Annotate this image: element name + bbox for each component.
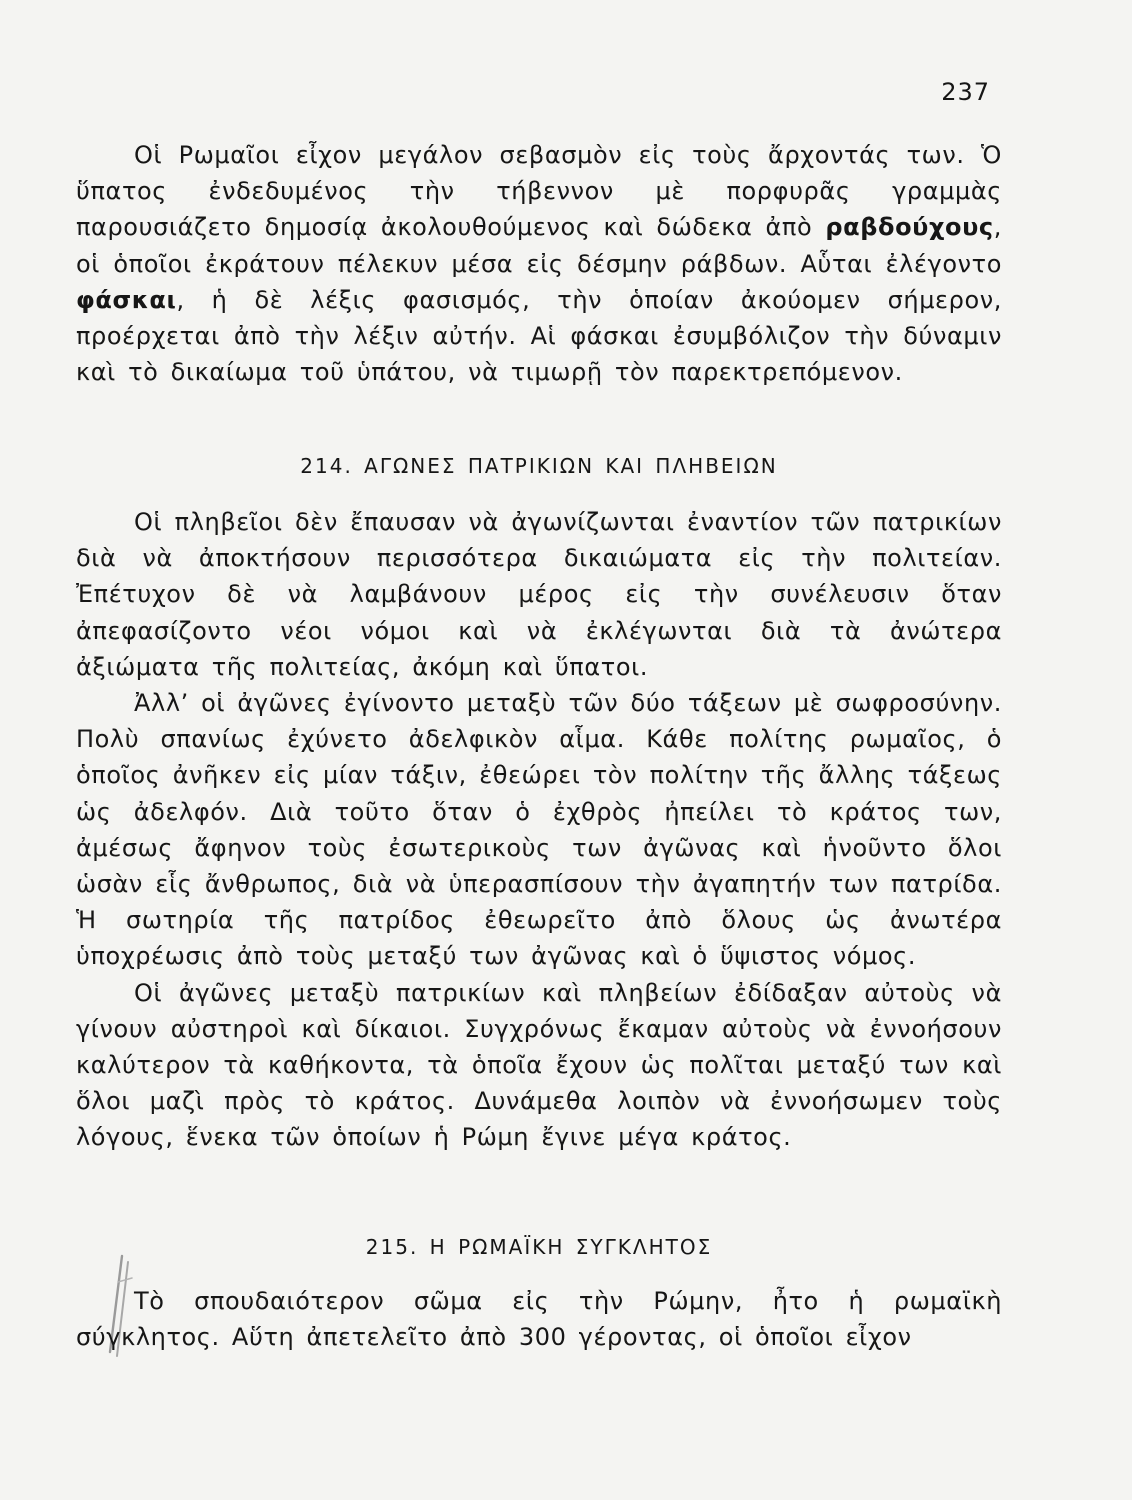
intro-text-block <box>76 137 1002 390</box>
paragraph <box>76 685 1002 975</box>
paragraph <box>76 504 1002 685</box>
page-number: 237 <box>941 78 990 106</box>
section-215-text-block <box>76 1283 1002 1355</box>
text-run: Οἱ πληβεῖοι δὲν ἔπαυσαν νὰ ἀγωνίζωνται ἐναντίον τῶν πατρικίων διὰ νὰ ἀποκτήσουν περισσότερα δικαιώματα εἰς τὴν πολιτείαν. Ἐπέτυχον δὲ νὰ λαμβάνουν μέρος εἰς τὴν συνέλευσιν ὅταν ἀπεφασίζοντο νέοι νόμοι καὶ νὰ ἐκλέγωνται διὰ τὰ ἀνώτερα ἀξιώματα τῆς πολιτείας, ἀκόμη καὶ ὕπατοι. <box>76 508 1002 681</box>
text-run: , οἱ ὁποῖοι ἐκράτουν πέλεκυν μέσα εἰς δέσμην ράβδων. Αὗται ἐλέγοντο <box>76 213 1002 278</box>
text-run: Οἱ ἀγῶνες μεταξὺ πατρικίων καὶ πληβείων ἐδίδαξαν αὐτοὺς νὰ γίνουν αὐστηροὶ καὶ δίκαιοι. Συγχρόνως ἔκαμαν αὐτοὺς νὰ ἐννοήσουν καλύτερον τὰ καθήκοντα, τὰ ὁποῖα ἔχουν ὡς πολῖται μεταξύ των καὶ ὅλοι μαζὶ πρὸς τὸ κράτος. Δυνάμεθα λοιπὸν νὰ ἐννοήσωμεν τοὺς λόγους, ἕνεκα τῶν ὁποίων ἡ Ρώμη ἔγινε μέγα κράτος. <box>76 978 1002 1152</box>
bold-term: φάσκαι <box>76 285 177 314</box>
paragraph <box>76 1283 1002 1355</box>
bold-term: ραβδούχους <box>825 213 994 242</box>
text-run: Ἀλλ’ οἱ ἀγῶνες ἐγίνοντο μεταξὺ τῶν δύο τάξεων μὲ σωφροσύνην. Πολὺ σπανίως ἐχύνετο ἀδελφικὸν αἷμα. Κάθε πολίτης ρωμαῖος, ὁ ὁποῖος ἀνῆκεν εἰς μίαν τάξιν, ἐθεώρει τὸν πολίτην τῆς ἄλλης τάξεως ὡς ἀδελφόν. Διὰ τοῦτο ὅταν ὁ ἐχθρὸς ἠπείλει τὸ κράτος των, ἀμέσως ἄφηνον τοὺς ἐσωτερικοὺς των ἀγῶνας καὶ ἡνοῦντο ὅλοι ὡσὰν εἷς ἄνθρωπος, διὰ νὰ ὑπερασπίσουν τὴν ἀγαπητήν των πατρίδα. Ἡ σωτηρία τῆς πατρίδος ἐθεωρεῖτο ἀπὸ ὅλους ὡς ἀνωτέρα ὑποχρέωσις ἀπὸ τοὺς μεταξύ των ἀγῶνας καὶ ὁ ὕψιστος νόμος. <box>76 689 1002 971</box>
text-run: Τὸ σπουδαιότερον σῶμα εἰς τὴν Ρώμην, ἦτο ἡ ρωμαϊκὴ σύγκλητος. Αὕτη ἀπετελεῖτο ἀπὸ 300 γέροντας, οἱ ὁποῖοι εἶχον <box>76 1287 1002 1352</box>
section-heading-214: 214. ΑΓΩΝΕΣ ΠΑΤΡΙΚΙΩΝ ΚΑΙ ΠΛΗΒΕΙΩΝ <box>300 454 778 478</box>
paragraph <box>76 137 1002 390</box>
paragraph <box>76 975 1002 1156</box>
text-run: Οἱ Ρωμαῖοι εἶχον μεγάλον σεβασμὸν εἰς τοὺς ἄρχοντάς των. Ὁ ὕπατος ἐνδεδυμένος τὴν τήβεννον μὲ πορφυρᾶς γραμμὰς παρουσιάζετο δημοσίᾳ ἀκολουθούμενος καὶ δώδεκα ἀπὸ <box>76 141 1002 242</box>
text-run: , ἡ δὲ λέξις φασισμός, τὴν ὁποίαν ἀκούομεν σήμερον, προέρχεται ἀπὸ τὴν λέξιν αὐτήν. Αἱ φάσκαι ἐσυμβόλιζον τὴν δύναμιν καὶ τὸ δικαίωμα τοῦ ὑπάτου, νὰ τιμωρῇ τὸν παρεκτρεπόμενον. <box>76 285 1002 387</box>
section-heading-215: 215. Η ΡΩΜΑΪΚΗ ΣΥΓΚΛΗΤΟΣ <box>365 1235 713 1259</box>
section-214-text-block <box>76 504 1002 1156</box>
